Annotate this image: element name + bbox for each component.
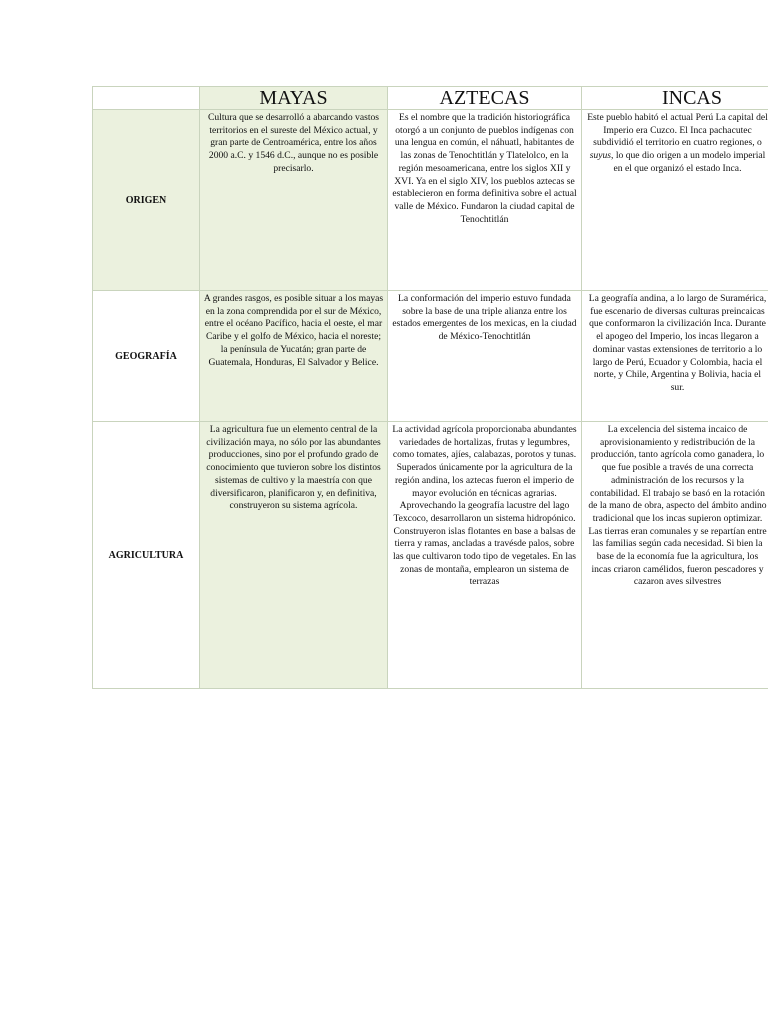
cell-origen-aztecas [388, 110, 582, 291]
comparison-table-container [92, 86, 768, 689]
row-label-origen: ORIGEN [93, 110, 200, 291]
cell-origen-incas [582, 110, 768, 291]
header-row [93, 87, 768, 110]
table-row-origen [93, 110, 768, 291]
header-corner [93, 87, 200, 110]
cell-agricultura-aztecas [388, 422, 582, 689]
cell-text: Cultura que se desarrolló a abarcando vastos territorios en el sureste del México actual, y gran parte de Centroamérica, entre los años 2000 a.C. y 1546 d.C., aunque no es posible precisarlo. [207, 112, 380, 174]
cell-geografia-incas [582, 291, 768, 422]
cell-geografia-aztecas [388, 291, 582, 422]
cell-text: La agricultura fue un elemento central de la civilización maya, no sólo por las abundantes producciones, sino por el profundo grado de conocimiento que tuvieron sobre los distintos sistemas de cultivo y la maestría con que diversificaron, planificaron y, en definitiva, construyeron su sistema agrícola. [206, 424, 381, 512]
cell-text: La excelencia del sistema incaico de aprovisionamiento y redistribución de la producción, tanto agrícola como ganadera, lo que fue posible a través de una correcta administración de los recursos y la contabilidad. El trabajo se basó en la rotación de la mano de obra, aspecto del ámbito andino tradicional que los incas supieron optimizar. Las tierras eran comunales y se repartían entre las familias según cada necesidad. Si bien la base de la economía fue la agricultura, los incas criaron camélidos, fueron pescadores y cazaron aves silvestres [588, 424, 767, 588]
table-row-agricultura [93, 422, 768, 689]
cell-agricultura-mayas [200, 422, 388, 689]
cell-text [587, 112, 768, 176]
cell-text-part: Este pueblo habitó el actual Perú La capital del Imperio era Cuzco. El Inca pachacutec subdividió el territorio en cuatro regiones, o [587, 112, 768, 149]
table-row-geografia [93, 291, 768, 422]
row-label-geografia: GEOGRAFÍA [93, 291, 200, 422]
header-incas: INCAS [582, 87, 768, 110]
cell-text: La conformación del imperio estuvo fundada sobre la base de una triple alianza entre los estados emergentes de los mexicas, en la ciudad de México-Tenochtitlán [392, 293, 577, 343]
cell-text: La geografía andina, a lo largo de Suramérica, fue escenario de diversas culturas preincaicas que conformaron la civilización Inca. Durante el apogeo del Imperio, los incas llegaron a dominar vastas extensiones de territorio a lo largo de Perú, Ecuador y Colombia, hacia el norte, y Chile, Argentina y Bolivia, hacia el sur. [588, 293, 767, 393]
cell-text-part: , lo que dio origen a un modelo imperial en el que organizó el estado Inca. [611, 150, 766, 174]
cell-text: La actividad agrícola proporcionaba abundantes variedades de hortalizas, frutas y legumbres, como tomates, ajíes, calabazas, porotos y tunas. Superados únicamente por la agricultura de la región andina, los aztecas fueron el imperio de mayor evolución en técnicas agrarias. Aprovechando la geografía lacustre del lago Texcoco, desarrollaron un sistema hidropónico. Construyeron islas flotantes en base a balsas de tierra y ramas, ancladas a travésde palos, sobre las que cultivaron todo tipo de vegetales. En las zonas de montaña, emplearon un sistema de terrazas [392, 424, 577, 588]
row-label-agricultura: AGRICULTURA [93, 422, 200, 689]
cell-origen-mayas [200, 110, 388, 291]
cell-agricultura-incas [582, 422, 768, 689]
header-mayas: MAYAS [200, 87, 388, 110]
cell-geografia-mayas [200, 291, 388, 422]
cell-text: A grandes rasgos, es posible situar a los mayas en la zona comprendida por el sur de México, entre el océano Pacífico, hacia el oeste, el mar Caribe y el golfo de México, hacia el noreste; la península de Yucatán; gran parte de Guatemala, Honduras, El Salvador y Belice. [203, 293, 384, 368]
cell-text: Es el nombre que la tradición historiográfica otorgó a un conjunto de pueblos indígenas con una lengua en común, el náhuatl, habitantes de las zonas de Tenochtitlán y Tlatelolco, en la región mesoamericana, entre los siglos XII y XVI. Ya en el siglo XIV, los pueblos aztecas se establecieron en forma definitiva sobre el actual valle de México. Fundaron la ciudad capital de Tenochtitlán [392, 112, 577, 225]
header-aztecas: AZTECAS [388, 87, 582, 110]
cell-text-italic: suyus [589, 150, 612, 162]
comparison-table [92, 86, 768, 689]
